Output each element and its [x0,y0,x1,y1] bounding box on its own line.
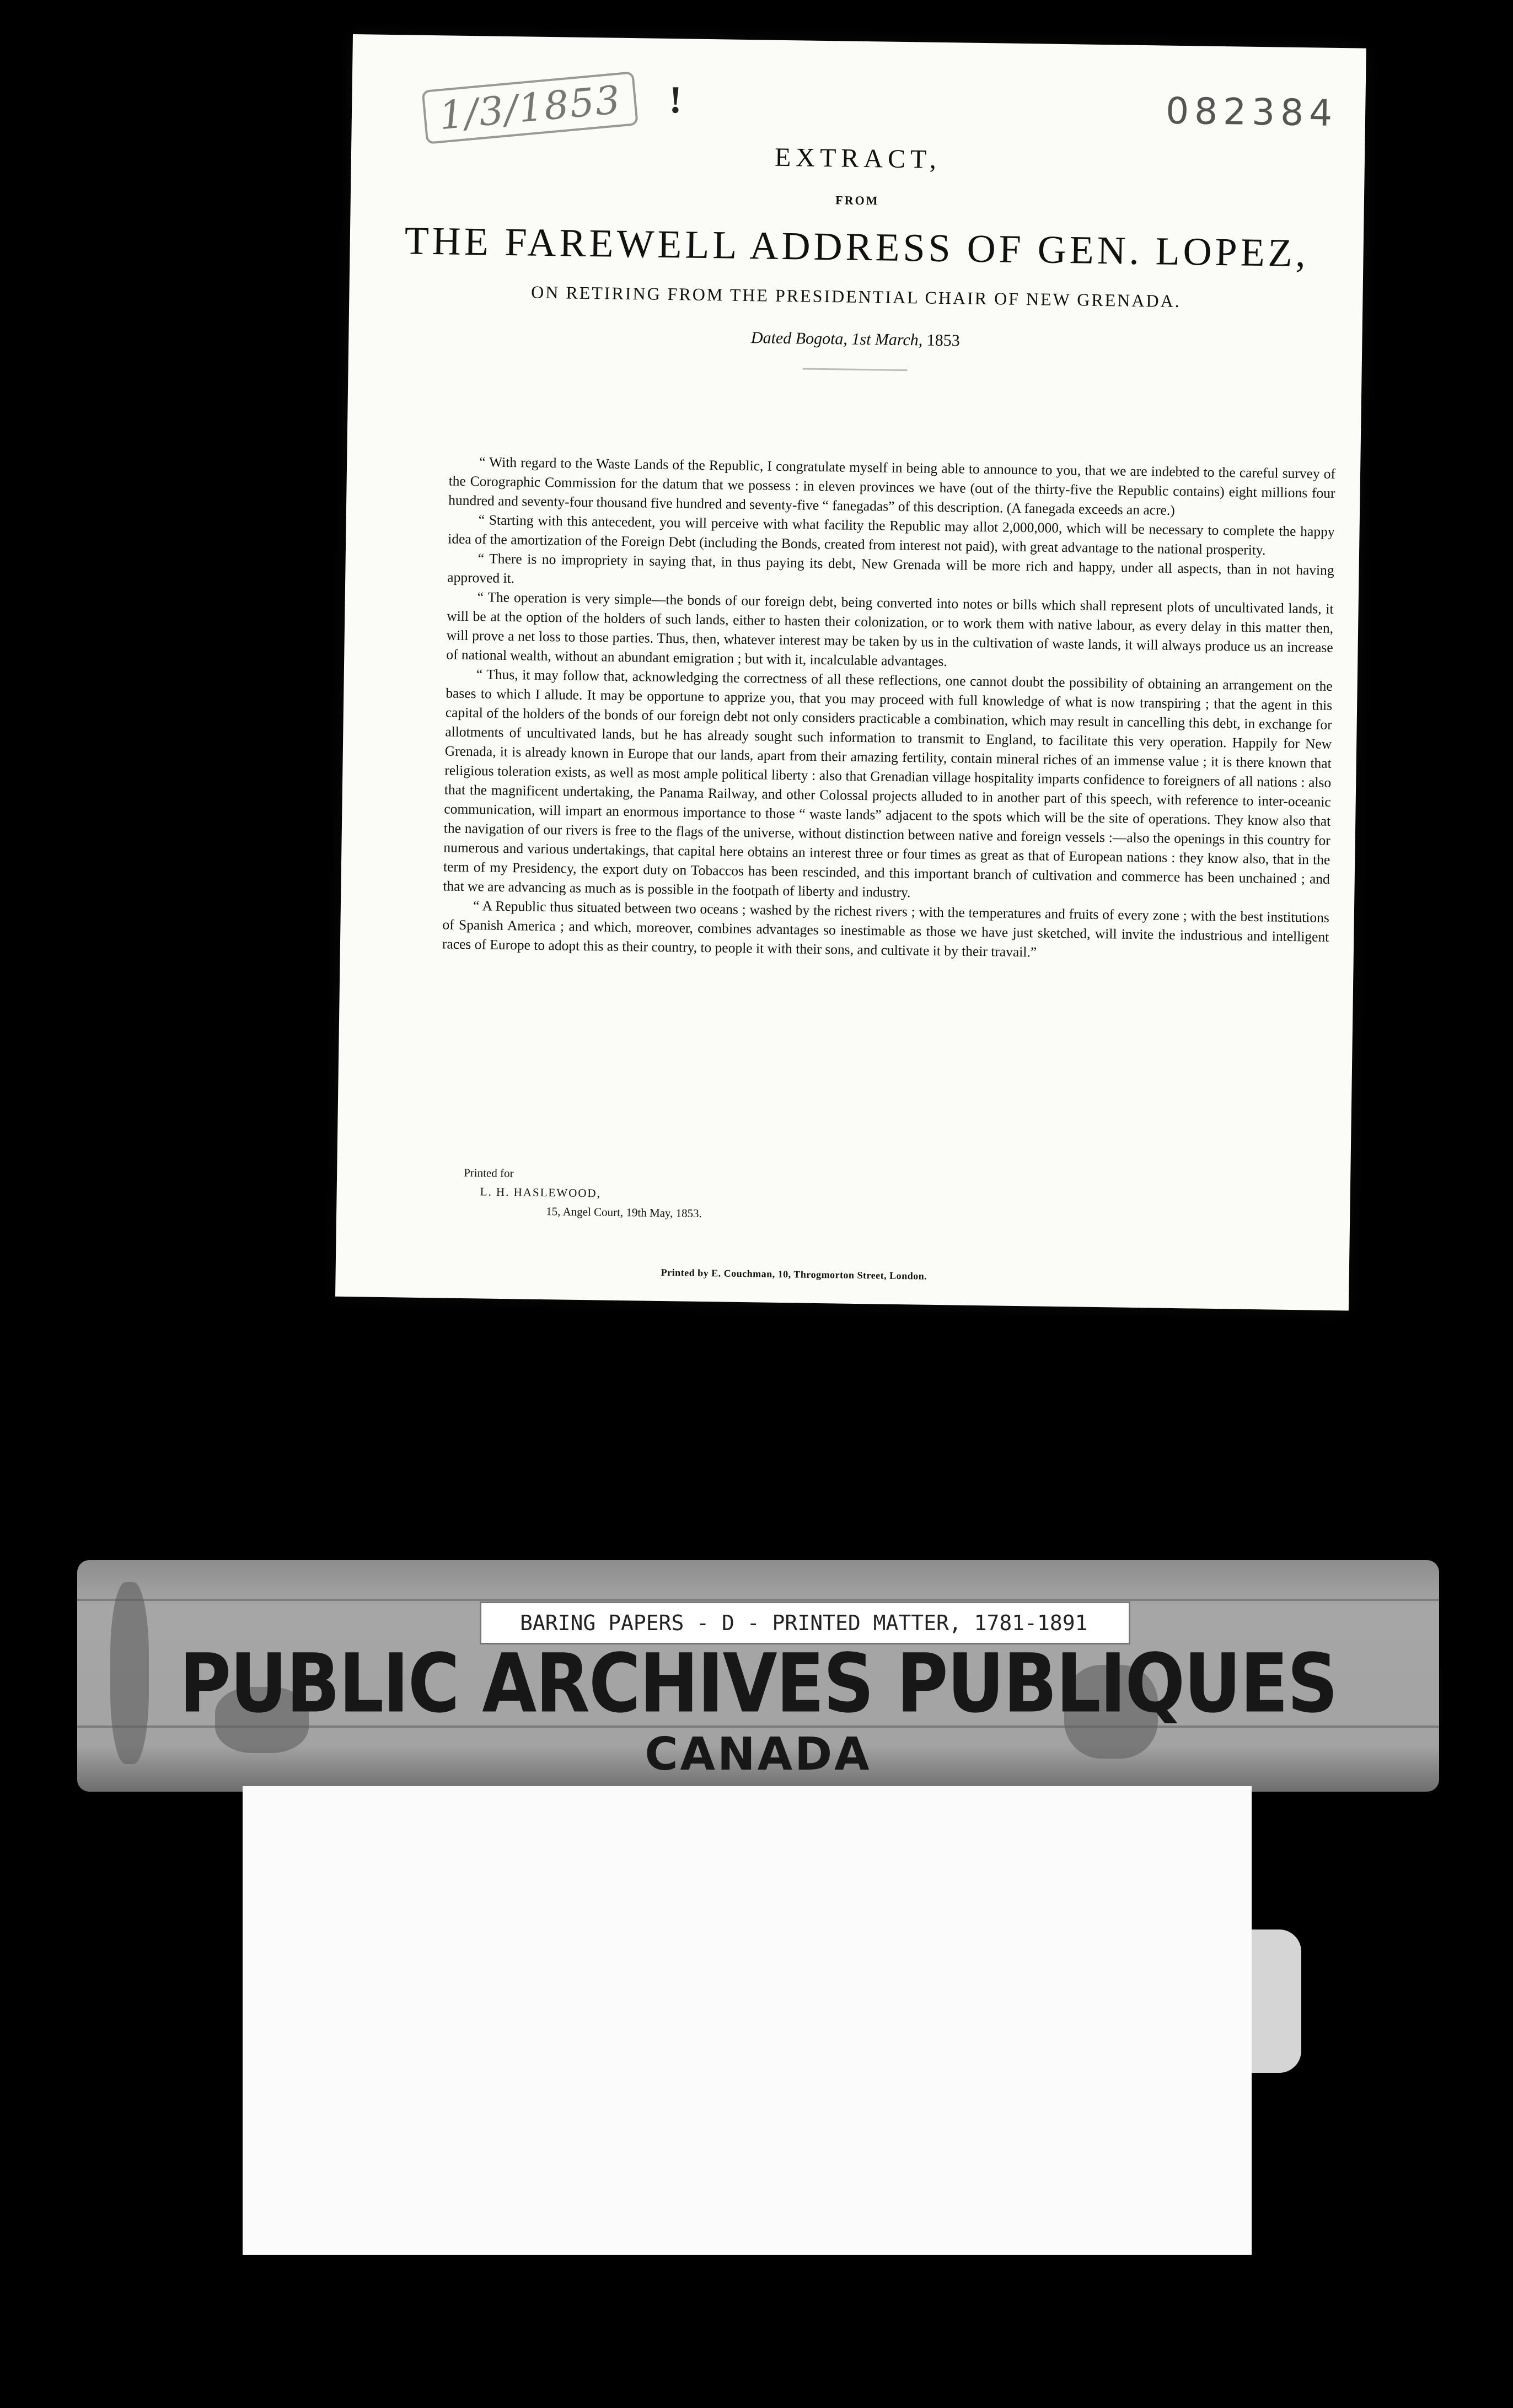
paragraph: “ The operation is very simple—the bonds of our foreign debt, being converted into notes or bills which shall represent plots of uncultivated lands, it will be at the option of the holders of such lands, either to hasten their colonization, or to work them with native labour, as every delay in this matter then, will prove a net loss to those parties. Thus, then, whatever interest may be taken by us in the cultivation of waste lands, it will always produce us an increase of national wealth, without an abundant emigration ; but with it, incalculable advantages. [446,589,1334,670]
archive-box-spine [77,1560,1439,1792]
pencil-mark: ! [668,79,683,122]
box-label: BARING PAPERS - D - PRINTED MATTER, 1781-1891 [480,1601,1130,1644]
paragraph: “ A Republic thus situated between two oceans ; washed by the richest rivers ; with the temperatures and fruits of every zone ; with the best institutions of Spanish America ; and which, moreover, combines advantages so inestimable as those we have just sketched, will invite the industrious and intelligent races of Europe to adopt this as their country, to people it with their sons, and cultivate it by their travail.” [442,897,1330,960]
address-text [442,452,1336,966]
dateline-year: 1853 [926,331,960,350]
document-heading: EXTRACT, [774,142,942,174]
archive-reference-number: 082384 [1165,89,1338,135]
paragraph: “ Thus, it may follow that, acknowledging the correctness of all these reflections, one cannot doubt the possibility of obtaining an arrangement on the bases to which I allude. It may be opportune to apprize you, that you may proceed with full knowledge of what is now transpiring ; that the agent in this capital of the holders of the bonds of our foreign debt not only considers practicable a combination, which may result in cancelling this debt, in exchange for allotments of uncultivated lands, but he has already sought such information to transmit to England, to facilitate this very operation. Happily for New Grenada, it is already known in Europe that our lands, apart from their amazing fertility, contain mineral riches of an immense value ; it is there known that religious toleration exists, as well as most ample political liberty : also that Grenadian village hospitality imparts confidence to foreigners of all nations : also that the magnificent undertaking, the Panama Railway, and other Colossal projects alluded to in another part of this speech, with reference to inter-oceanic communication, will impart an enormous importance to those “ waste lands” adjacent to the spots which will be the site of operations. They know also that the navigation of our rivers is free to the flags of the universe, without distinction between native and foreign vessels :—also the openings in this country for numerous and various undertakings, that capital here obtains an interest three or four times as great as that of European nations : they know also, that in the term of my Presidency, the export duty on Tobaccos has been rescinded, and this important branch of cultivation and commerce has been unchained ; and that we are advancing as much as is possible in the footpath of liberty and industry. [443,666,1333,901]
paragraph: “ With regard to the Waste Lands of the Republic, I congratulate myself in being able to announce to you, that we are indebted to the careful survey of the Corographic Commission for the datum that we possess : in eleven provinces we have (out of the thirty-five the Republic contains) eight millions four hundred and seventy-four thousand five hundred and seventy-five “ fanegadas” of this description. (A fanegada exceeds an acre.) [448,454,1336,518]
printed-for-label: Printed for [464,1166,514,1180]
manuscript-annotation: 1/3/1853 [422,71,639,144]
document-header [348,136,1365,378]
archive-title: PUBLIC ARCHIVES PUBLIQUES [179,1636,1337,1732]
header-rule [803,368,908,371]
card-tab [1252,1929,1301,2073]
dateline-text: Dated Bogota, 1st March, [750,329,923,350]
box-seam [77,1599,1439,1601]
imprint [463,1163,702,1223]
from-label: FROM [835,193,879,208]
paragraph: “ Starting with this antecedent, you will perceive with what facility the Republic may allot 2,000,000, which will be necessary to complete the happy idea of the amortization of the Foreign Debt (including the Bonds, created from interest not paid), with great advantage to the national prosperity. [448,512,1335,558]
blank-target-card [243,1786,1252,2255]
document-title: THE FAREWELL ADDRESS OF GEN. LOPEZ, [404,218,1310,276]
archive-country: CANADA [645,1728,872,1781]
printer-credit: Printed by E. Couchman, 10, Throgmorton Street, London. [661,1267,927,1282]
dateline [348,323,1362,356]
publisher-name: L. H. HASLEWOOD, [480,1185,602,1200]
publisher-address: 15, Angel Court, 19th May, 1853. [546,1205,702,1221]
document-sheet [335,34,1366,1310]
paragraph: “ There is no impropriety in saying that, in thus paying its debt, New Grenada will be more rich and happy, under all aspects, than in not having approved it. [447,550,1334,587]
document-subtitle: ON RETIRING FROM THE PRESIDENTIAL CHAIR OF NEW GRENADA. [530,282,1181,311]
